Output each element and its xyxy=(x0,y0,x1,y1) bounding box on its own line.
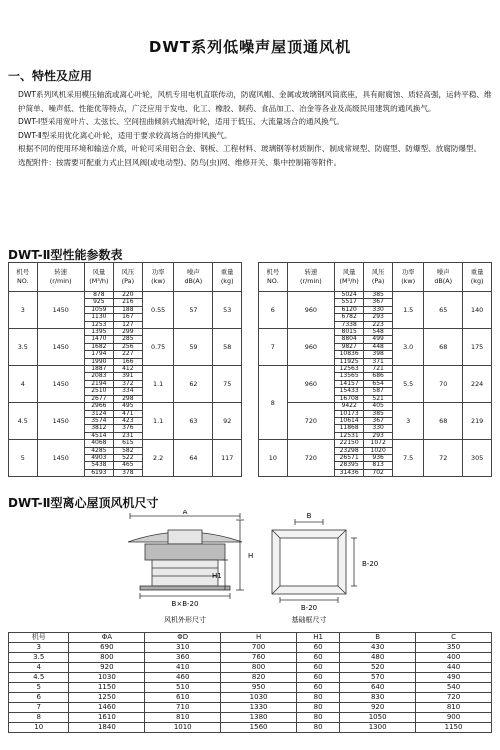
cell-pressure: 299 xyxy=(113,329,142,336)
cell-pressure: 499 xyxy=(364,336,393,343)
cell-pressure: 367 xyxy=(364,299,393,306)
cell-pressure: 721 xyxy=(364,366,393,373)
cell-no: 8 xyxy=(259,366,288,440)
table-cell: 4 xyxy=(9,663,69,673)
cell-rpm: 960 xyxy=(287,366,334,403)
section-heading-features: 一、特性及应用 xyxy=(8,69,93,83)
cell-airflow: 2677 xyxy=(84,395,113,402)
cell-db: 62 xyxy=(174,366,213,403)
cell-pressure: 654 xyxy=(364,380,393,387)
table-cell: 3 xyxy=(9,643,69,653)
table-cell: 10 xyxy=(9,723,69,733)
cell-airflow: 925 xyxy=(84,299,113,306)
cell-pressure: 522 xyxy=(113,454,142,461)
cell-pressure: 398 xyxy=(364,351,393,358)
cell-kw: 1.1 xyxy=(142,366,174,403)
cell-pressure: 227 xyxy=(113,351,142,358)
cell-rpm: 1450 xyxy=(37,366,84,403)
table-cell: 1560 xyxy=(221,723,297,733)
cell-pressure: 127 xyxy=(113,321,142,328)
dim-label-b20: B-20 xyxy=(300,604,318,612)
cell-airflow: 22150 xyxy=(335,440,364,447)
cell-airflow: 4068 xyxy=(84,440,113,447)
table-cell: 60 xyxy=(297,643,340,653)
table-cell: 800 xyxy=(221,663,297,673)
column-header: H1 xyxy=(297,633,340,643)
cell-pressure: 448 xyxy=(364,343,393,350)
cell-airflow: 9827 xyxy=(335,343,364,350)
cell-kg: 117 xyxy=(213,440,242,477)
cell-kg: 92 xyxy=(213,403,242,440)
cell-airflow: 2966 xyxy=(84,403,113,410)
cell-pressure: 423 xyxy=(113,417,142,424)
table-row xyxy=(9,440,242,447)
cell-kw: 5.5 xyxy=(393,366,424,403)
cell-db: 70 xyxy=(424,366,463,403)
table-cell: 710 xyxy=(145,703,221,713)
table-cell: 1460 xyxy=(69,703,145,713)
cell-airflow: 9422 xyxy=(335,403,364,410)
table-cell: 1030 xyxy=(69,673,145,683)
cell-kg: 58 xyxy=(213,329,242,366)
cell-pressure: 582 xyxy=(113,447,142,454)
table-cell: 800 xyxy=(69,653,145,663)
table-cell: 820 xyxy=(221,673,297,683)
table-row xyxy=(9,673,492,683)
table-row xyxy=(9,653,492,663)
cell-kg: 305 xyxy=(463,440,492,477)
cell-kg: 75 xyxy=(213,366,242,403)
cell-db: 64 xyxy=(174,440,213,477)
table-cell: 8 xyxy=(9,713,69,723)
cell-rpm: 1450 xyxy=(37,440,84,477)
column-header: ΦD xyxy=(145,633,221,643)
cell-db: 59 xyxy=(174,329,213,366)
cell-no: 3.5 xyxy=(9,329,38,366)
cell-pressure: 293 xyxy=(364,432,393,439)
cell-airflow: 3812 xyxy=(84,425,113,432)
cell-pressure: 372 xyxy=(113,380,142,387)
table-cell: 7 xyxy=(9,703,69,713)
cell-pressure: 615 xyxy=(113,440,142,447)
cell-airflow: 878 xyxy=(84,292,113,299)
table-cell: 700 xyxy=(221,643,297,653)
cell-pressure: 587 xyxy=(364,388,393,395)
cell-airflow: 11925 xyxy=(335,358,364,365)
column-header: 转速 (r/min) xyxy=(287,263,334,292)
cell-airflow: 8804 xyxy=(335,336,364,343)
table-cell: 810 xyxy=(145,713,221,723)
table-row xyxy=(259,440,492,447)
table-row xyxy=(9,403,242,410)
cell-airflow: 10173 xyxy=(335,410,364,417)
table-cell: 350 xyxy=(416,643,492,653)
table-cell: 60 xyxy=(297,683,340,693)
column-header: 机号 NO. xyxy=(259,263,288,292)
cell-pressure: 371 xyxy=(364,358,393,365)
cell-airflow: 1794 xyxy=(84,351,113,358)
cell-airflow: 2083 xyxy=(84,373,113,380)
table-cell: 410 xyxy=(145,663,221,673)
cell-pressure: 256 xyxy=(113,343,142,350)
table-header-row xyxy=(9,633,492,643)
cell-no: 10 xyxy=(259,440,288,477)
cell-airflow: 15433 xyxy=(335,388,364,395)
cell-airflow: 1990 xyxy=(84,358,113,365)
cell-db: 65 xyxy=(424,292,463,329)
cell-rpm: 960 xyxy=(287,292,334,329)
cell-pressure: 385 xyxy=(364,292,393,299)
cell-no: 4.5 xyxy=(9,403,38,440)
cell-kg: 219 xyxy=(463,403,492,440)
cell-db: 57 xyxy=(174,292,213,329)
table-cell: 690 xyxy=(69,643,145,653)
cell-no: 5 xyxy=(9,440,38,477)
cell-pressure: 223 xyxy=(364,321,393,328)
cell-pressure: 188 xyxy=(113,306,142,313)
table-cell: 1150 xyxy=(69,683,145,693)
cell-kw: 0.55 xyxy=(142,292,174,329)
column-header: 重量 (kg) xyxy=(213,263,242,292)
cell-pressure: 465 xyxy=(113,462,142,469)
cell-rpm: 720 xyxy=(287,440,334,477)
table-cell: 1840 xyxy=(69,723,145,733)
cell-pressure: 1020 xyxy=(364,447,393,454)
performance-table-right xyxy=(258,262,492,477)
fan-drawing-svg xyxy=(0,510,500,628)
cell-kw: 3.0 xyxy=(393,329,424,366)
table-row xyxy=(9,693,492,703)
cell-pressure: 367 xyxy=(364,417,393,424)
cell-kw: 2.2 xyxy=(142,440,174,477)
table-cell: 460 xyxy=(145,673,221,683)
cell-airflow: 28395 xyxy=(335,462,364,469)
table-cell: 5 xyxy=(9,683,69,693)
column-header: 风量 (M³/h) xyxy=(335,263,364,292)
cell-rpm: 720 xyxy=(287,403,334,440)
table-cell: 80 xyxy=(297,713,340,723)
cell-airflow: 5517 xyxy=(335,299,364,306)
cell-airflow: 4285 xyxy=(84,447,113,454)
column-header: 机号 xyxy=(9,633,69,643)
caption-foundation-frame: 基础框尺寸 xyxy=(291,616,327,624)
table-cell: 510 xyxy=(145,683,221,693)
table-cell: 950 xyxy=(221,683,297,693)
cell-airflow: 5024 xyxy=(335,292,364,299)
dim-label-b20-vertical: B-20 xyxy=(362,560,379,568)
column-header: 机号 NO. xyxy=(9,263,38,292)
table-row xyxy=(259,403,492,410)
table-cell: 6 xyxy=(9,693,69,703)
cell-airflow: 2194 xyxy=(84,380,113,387)
table-cell: 520 xyxy=(340,663,416,673)
cell-no: 7 xyxy=(259,329,288,366)
cell-pressure: 471 xyxy=(113,410,142,417)
cell-pressure: 167 xyxy=(113,314,142,321)
table-header-row xyxy=(9,263,242,292)
table-cell: 920 xyxy=(340,703,416,713)
cell-airflow: 6193 xyxy=(84,469,113,476)
cell-pressure: 330 xyxy=(364,425,393,432)
cell-airflow: 16708 xyxy=(335,395,364,402)
table-cell: 570 xyxy=(340,673,416,683)
table-cell: 360 xyxy=(145,653,221,663)
cell-no: 3 xyxy=(9,292,38,329)
table-cell: 430 xyxy=(340,643,416,653)
cell-pressure: 936 xyxy=(364,454,393,461)
table-row xyxy=(9,643,492,653)
cell-rpm: 1450 xyxy=(37,403,84,440)
table-cell: 490 xyxy=(416,673,492,683)
cell-pressure: 495 xyxy=(113,403,142,410)
cell-no: 4 xyxy=(9,366,38,403)
cell-kw: 3 xyxy=(393,403,424,440)
cell-airflow: 12531 xyxy=(335,432,364,439)
performance-table-left xyxy=(8,262,242,477)
cell-pressure: 405 xyxy=(364,403,393,410)
cell-pressure: 231 xyxy=(113,432,142,439)
cell-airflow: 6120 xyxy=(335,306,364,313)
cell-airflow: 31436 xyxy=(335,469,364,476)
table-cell: 1250 xyxy=(69,693,145,703)
cell-pressure: 298 xyxy=(113,395,142,402)
dim-label-bxb20: B×B-20 xyxy=(171,600,199,608)
column-header: 风量 (M³/h) xyxy=(84,263,113,292)
table-cell: 60 xyxy=(297,673,340,683)
cell-pressure: 330 xyxy=(364,306,393,313)
cell-kw: 1.1 xyxy=(142,403,174,440)
dim-label-h1: H1 xyxy=(212,572,222,580)
caption-fan-outline: 风机外形尺寸 xyxy=(164,616,206,624)
cell-airflow: 1253 xyxy=(84,321,113,328)
column-header: 噪声 dB(A) xyxy=(174,263,213,292)
cell-airflow: 1130 xyxy=(84,314,113,321)
cell-pressure: 285 xyxy=(113,336,142,343)
cell-pressure: 702 xyxy=(364,469,393,476)
cell-airflow: 2510 xyxy=(84,388,113,395)
column-header: 功率 (kw) xyxy=(142,263,174,292)
cell-airflow: 3124 xyxy=(84,410,113,417)
table-cell: 80 xyxy=(297,693,340,703)
dim-label-h: H xyxy=(248,552,254,560)
dim-label-b: B xyxy=(306,512,312,520)
cell-airflow: 8015 xyxy=(335,329,364,336)
table-cell: 920 xyxy=(69,663,145,673)
table-row xyxy=(9,713,492,723)
column-header: 风压 (Pa) xyxy=(364,263,393,292)
cell-airflow: 1682 xyxy=(84,343,113,350)
column-header: ΦA xyxy=(69,633,145,643)
table-cell: 480 xyxy=(340,653,416,663)
cell-pressure: 220 xyxy=(113,292,142,299)
table-cell: 440 xyxy=(416,663,492,673)
table-cell: 1300 xyxy=(340,723,416,733)
cell-pressure: 334 xyxy=(113,388,142,395)
cell-airflow: 1059 xyxy=(84,306,113,313)
cell-kg: 175 xyxy=(463,329,492,366)
features-paragraph-1: DWT系列风机采用模压轴流或离心叶轮，风机专用电机直联传动，防腐风帽、金属或玻璃钢风筒底座，具有耐腐蚀、质轻高强，运转平稳、维护简单、噪声低、性能优等特点，广泛应用于发电、化工、橡胶、制药、食品加工、冶金等各业及高级民用建筑的通风换气。 xyxy=(18,90,492,113)
table-cell: 310 xyxy=(145,643,221,653)
cell-airflow: 6782 xyxy=(335,314,364,321)
table-cell: 540 xyxy=(416,683,492,693)
table-cell: 810 xyxy=(416,703,492,713)
cell-rpm: 1450 xyxy=(37,329,84,366)
features-paragraph-3: DWT-Ⅱ型采用优化离心叶轮，适用于要求较高场合的排风换气。 xyxy=(18,130,232,140)
table-cell: 1610 xyxy=(69,713,145,723)
column-header: 噪声 dB(A) xyxy=(424,263,463,292)
table-cell: 1030 xyxy=(221,693,297,703)
cell-pressure: 166 xyxy=(113,358,142,365)
cell-airflow: 1395 xyxy=(84,329,113,336)
cell-rpm: 1450 xyxy=(37,292,84,329)
table-cell: 60 xyxy=(297,653,340,663)
features-text xyxy=(8,88,492,169)
cell-kg: 140 xyxy=(463,292,492,329)
cell-pressure: 686 xyxy=(364,373,393,380)
cell-kg: 53 xyxy=(213,292,242,329)
table-row xyxy=(9,703,492,713)
column-header: 重量 (kg) xyxy=(463,263,492,292)
cell-rpm: 960 xyxy=(287,329,334,366)
table-cell: 610 xyxy=(145,693,221,703)
cell-db: 63 xyxy=(174,403,213,440)
features-paragraph-4: 根据不同的使用环境和输送介质，叶轮可采用铝合金、钢板、工程材料、玻璃钢等材质制作、制成常规型、防腐型、防爆型、放腐防爆型。 xyxy=(18,144,482,153)
cell-db: 72 xyxy=(424,440,463,477)
table-cell: 720 xyxy=(416,693,492,703)
table-cell: 400 xyxy=(416,653,492,663)
cell-pressure: 521 xyxy=(364,395,393,402)
cell-pressure: 548 xyxy=(364,329,393,336)
table-row xyxy=(9,663,492,673)
table-cell: 1050 xyxy=(340,713,416,723)
table-header-row xyxy=(259,263,492,292)
table-cell: 1010 xyxy=(145,723,221,733)
table-cell: 4.5 xyxy=(9,673,69,683)
cell-airflow: 11868 xyxy=(335,425,364,432)
cell-airflow: 5438 xyxy=(84,462,113,469)
cell-kw: 0.75 xyxy=(142,329,174,366)
table-cell: 60 xyxy=(297,663,340,673)
table-cell: 1330 xyxy=(221,703,297,713)
table-cell: 1380 xyxy=(221,713,297,723)
cell-airflow: 1470 xyxy=(84,336,113,343)
column-header: 功率 (kw) xyxy=(393,263,424,292)
cell-airflow: 4903 xyxy=(84,454,113,461)
dims-heading: DWT-Ⅱ型离心屋顶风机尺寸 xyxy=(8,496,159,510)
table-row xyxy=(9,683,492,693)
table-cell: 640 xyxy=(340,683,416,693)
cell-kw: 1.5 xyxy=(393,292,424,329)
cell-pressure: 1072 xyxy=(364,440,393,447)
cell-kg: 224 xyxy=(463,366,492,403)
column-header: B xyxy=(340,633,416,643)
cell-pressure: 216 xyxy=(113,299,142,306)
dim-label-a: A xyxy=(182,510,188,516)
cell-no: 6 xyxy=(259,292,288,329)
page-title: DWT系列低噪声屋顶通风机 xyxy=(148,38,352,56)
table-cell: 80 xyxy=(297,723,340,733)
table-cell: 1150 xyxy=(416,723,492,733)
cell-airflow: 13565 xyxy=(335,373,364,380)
cell-airflow: 23298 xyxy=(335,447,364,454)
cell-pressure: 412 xyxy=(113,366,142,373)
cell-pressure: 376 xyxy=(113,425,142,432)
cell-pressure: 385 xyxy=(364,410,393,417)
cell-pressure: 813 xyxy=(364,462,393,469)
column-header: C xyxy=(416,633,492,643)
column-header: H xyxy=(221,633,297,643)
cell-kw: 7.5 xyxy=(393,440,424,477)
cell-airflow: 10836 xyxy=(335,351,364,358)
cell-airflow: 3574 xyxy=(84,417,113,424)
features-paragraph-5: 选配附件：按需要可配重力式止回风阀(或电动型)、防鸟(虫)网、维修开关、集中控制箱等附件。 xyxy=(18,157,342,167)
column-header: 风压 (Pa) xyxy=(113,263,142,292)
table-cell: 80 xyxy=(297,703,340,713)
cell-airflow: 1887 xyxy=(84,366,113,373)
cell-airflow: 7338 xyxy=(335,321,364,328)
dimension-table xyxy=(8,632,492,733)
cell-pressure: 378 xyxy=(113,469,142,476)
table-cell: 3.5 xyxy=(9,653,69,663)
cell-airflow: 4514 xyxy=(84,432,113,439)
cell-pressure: 391 xyxy=(113,373,142,380)
perf-heading: DWT-Ⅱ型性能参数表 xyxy=(8,248,123,262)
table-row xyxy=(9,723,492,733)
cell-db: 68 xyxy=(424,403,463,440)
table-cell: 830 xyxy=(340,693,416,703)
table-cell: 760 xyxy=(221,653,297,663)
cell-airflow: 10614 xyxy=(335,417,364,424)
features-paragraph-2: DWT-Ⅰ型采用宽叶片、太弦长、空间扭曲倾斜式轴流叶轮，适用于低压、大流量场合的通风换气。 xyxy=(18,117,345,126)
table-cell: 900 xyxy=(416,713,492,723)
cell-db: 68 xyxy=(424,329,463,366)
column-header: 转速 (r/min) xyxy=(37,263,84,292)
cell-airflow: 12563 xyxy=(335,366,364,373)
cell-airflow: 26571 xyxy=(335,454,364,461)
dimension-diagram xyxy=(0,510,500,628)
cell-pressure: 293 xyxy=(364,314,393,321)
cell-airflow: 14157 xyxy=(335,380,364,387)
